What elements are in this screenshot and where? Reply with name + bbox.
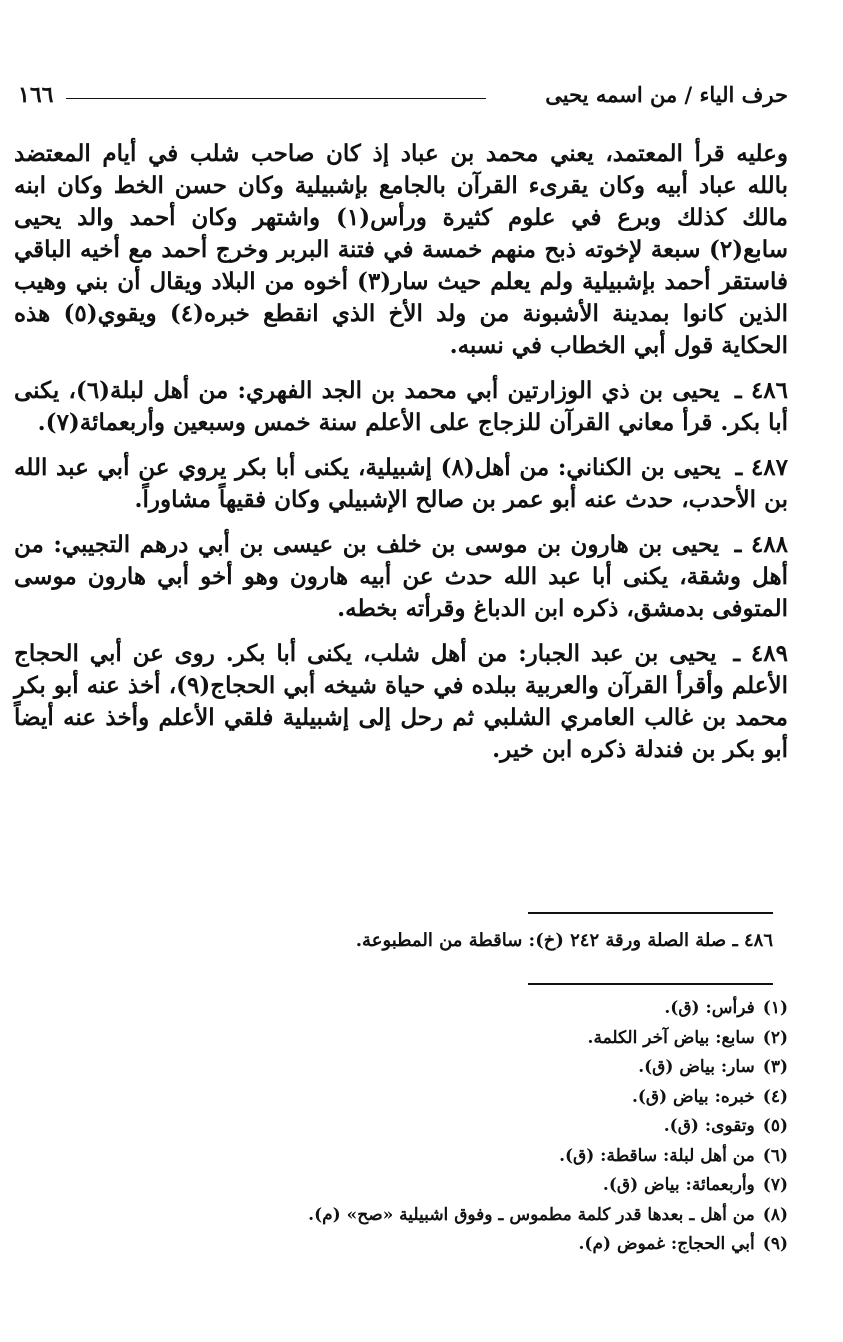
entry-number: ٤٨٩ ـ xyxy=(733,640,788,667)
entry-487 xyxy=(14,452,788,516)
footnote-number: (٤) xyxy=(762,1086,788,1107)
page-header xyxy=(14,82,788,116)
entry-number: ٤٨٦ ـ xyxy=(734,377,789,404)
footnote-text: فرأس: (ق). xyxy=(664,998,755,1018)
footnote-number: (٩) xyxy=(762,1234,788,1254)
footnote-item xyxy=(88,1142,788,1172)
footnote-number: (٨) xyxy=(762,1204,788,1225)
footnote-text: خبره: بياض (ق). xyxy=(631,1086,755,1107)
page-number: ١٦٦ xyxy=(18,82,54,108)
footnote-text: من أهل لبلة: ساقطة: (ق). xyxy=(559,1145,755,1166)
entry-number: ٤٨٨ ـ xyxy=(734,531,788,558)
footnote-list xyxy=(88,994,788,1260)
footnote-item xyxy=(88,994,788,1024)
running-head: حرف الياء / من اسمه يحيى xyxy=(545,82,788,107)
footnote-item xyxy=(88,1053,788,1083)
footnote-number: (٦) xyxy=(762,1145,788,1166)
footnote-divider xyxy=(528,912,773,914)
footnote-text: وأربعمائة: بياض (ق). xyxy=(602,1175,755,1195)
entry-text: يحيى بن هارون بن موسى بن خلف بن عيسى بن أبي درهم التجيبي: من أهل وشقة، يكنى أبا عبد الله حدث عن أبيه هارون وهو أخو أبي هارون موسى المتوفى بدمشق، ذكره ابن الدباغ وقرأته بخطه. xyxy=(14,531,788,622)
entry-text: يحيى بن عبد الجبار: من أهل شلب، يكنى أبا بكر. روى عن أبي الحجاج الأعلم وأقرأ القرآن والعربية ببلده في حياة شيخه أبي الحجاج(٩)، أخذ عنه أبو بكر محمد بن غالب العامري الشلبي ثم رحل إلى إشبيلية فلقي الأعلم وأخذ عنه أيضاً أبو بكر بن فندلة ذكره ابن خير. xyxy=(14,640,789,763)
entry-489 xyxy=(14,638,788,766)
footnote-item xyxy=(88,1230,788,1260)
footnote-text: وتقوى: (ق). xyxy=(663,1116,755,1136)
footnote-divider xyxy=(528,983,773,985)
footnote-item xyxy=(88,1201,788,1231)
source-note: ٤٨٦ ـ صلة الصلة ورقة ٢٤٢ (خ): ساقطة من المطبوعة. xyxy=(355,930,773,951)
footnote-number: (٧) xyxy=(762,1175,788,1195)
footnote-item xyxy=(88,1024,788,1054)
paragraph-intro xyxy=(14,138,788,362)
footnote-item xyxy=(88,1112,788,1142)
footnote-item xyxy=(88,1083,788,1113)
footnote-text: من أهل ـ بعدها قدر كلمة مطموس ـ وفوق اشبيلية «صح» (م). xyxy=(308,1204,755,1225)
entry-488 xyxy=(14,529,788,625)
footnote-number: (١) xyxy=(762,998,788,1018)
footnote-number: (٥) xyxy=(762,1116,788,1136)
entry-text: يحيى بن الكناني: من أهل(٨) إشبيلية، يكنى أبا بكر يروي عن أبي عبد الله بن الأحدب، حدث عنه أبو عمر بن صالح الإشبيلي وكان فقيهاً مشاوراً. xyxy=(14,454,788,513)
footnote-number: (٣) xyxy=(762,1057,788,1077)
footnote-number: (٢) xyxy=(762,1027,788,1048)
header-rule xyxy=(66,98,486,99)
entry-text: يحيى بن ذي الوزارتين أبي محمد بن الجد الفهري: من أهل لبلة(٦)، يكنى أبا بكر. قرأ معاني القرآن للزجاج على الأعلم سنة خمس وسبعين وأربعمائة(٧). xyxy=(14,377,788,436)
main-text xyxy=(14,138,788,779)
footnote-text: سار: بياض (ق). xyxy=(638,1057,755,1077)
paragraph-text: وعليه قرأ المعتمد، يعني محمد بن عباد إذ كان صاحب شلب في أيام المعتضد بالله عباد أبيه وكان يقرىء القرآن بالجامع بإشبيلية وكان حسن الخط وكان ابنه مالك كذلك وبرع في علوم كثيرة ورأس(١) واشتهر وكان أحمد والد يحيى سابع(٢) سبعة لإخوته ذبح منهم خمسة في فتنة البربر وخرج أحمد مع أخيه الباقي فاستقر أحمد بإشبيلية ولم يعلم حيث سار(٣) أخوه من البلاد ويقال أن بني وهيب الذين كانوا بمدينة الأشبونة من ولد الأخ الذي انقطع خبره(٤) ويقوي(٥) هذه الحكاية قول أبي الخطاب في نسبه. xyxy=(14,140,788,359)
entry-486 xyxy=(14,375,788,439)
footnote-text: أبي الحجاج: غموض (م). xyxy=(578,1234,755,1254)
footnote-text: سابع: بياض آخر الكلمة. xyxy=(587,1027,755,1048)
footnote-item xyxy=(88,1171,788,1201)
entry-number: ٤٨٧ ـ xyxy=(735,454,788,481)
